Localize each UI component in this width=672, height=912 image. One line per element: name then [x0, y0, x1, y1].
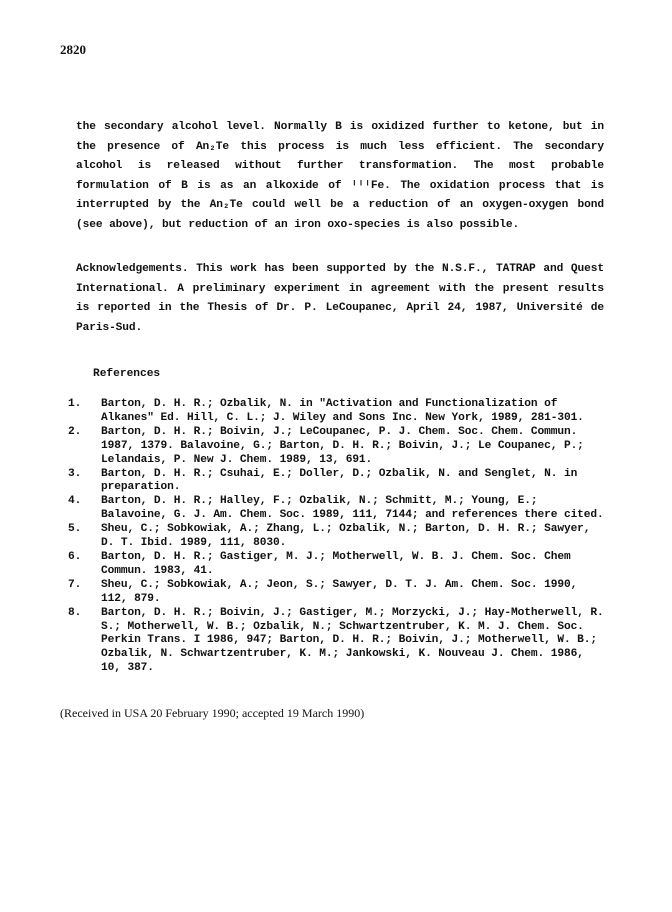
- reference-text: Sheu, C.; Sobkowiak, A.; Zhang, L.; Ozbalik, N.; Barton, D. H. R.; Sawyer, D. T. Ibid. 1989, 111, 8030.: [101, 523, 591, 550]
- reference-number: 8.: [68, 606, 82, 619]
- reference-text: Barton, D. H. R.; Halley, F.; Ozbalik, N.; Schmitt, M.; Young, E.; Balavoine, G. J. Am. Chem. Soc. 1989, 111, 7144; and references there cited.: [101, 495, 604, 522]
- reference-item: [68, 426, 608, 468]
- page-number: 2820: [60, 42, 86, 57]
- reference-text: Barton, D. H. R.; Ozbalik, N. in "Activation and Functionalization of Alkanes" Ed. Hill, C. L.; J. Wiley and Sons Inc. New York, 1989, 281-301.: [101, 398, 584, 424]
- reference-number: 4.: [68, 495, 82, 508]
- acknowledgements-heading: Acknowledgements.: [76, 263, 189, 275]
- reference-item: [68, 551, 608, 579]
- references-list: [68, 398, 608, 676]
- reference-number: 7.: [68, 578, 82, 591]
- reference-item: [68, 579, 608, 607]
- reference-number: 1.: [68, 398, 82, 410]
- reference-number: 3.: [68, 467, 82, 480]
- reference-item: [68, 468, 608, 496]
- reference-item: [68, 495, 608, 523]
- acknowledgements-text: This work has been supported by the N.S.F., TATRAP and Quest International. A preliminary experiment in agreement with the present results is reported in the Thesis of Dr. P. LeCoupanec, April 24, 1987, Université de Paris-Sud.: [76, 263, 604, 334]
- reference-number: 5.: [68, 523, 82, 536]
- reference-text: Barton, D. H. R.; Boivin, J.; Gastiger, M.; Morzycki, J.; Hay-Motherwell, R. S.; Motherwell, W. B.; Ozbalik, N.; Schwartzentruber, K. M. J. Chem. Soc. Perkin Trans. I 1986, 947; Barton, D. H. R.; Boivin, J.; Motherwell, W. B.; Ozbalik, N. Schwartzentruber, K. M.; Jankowski, K. Nouveau J. Chem. 1986, 10, 387.: [101, 606, 604, 675]
- received-note: (Received in USA 20 February 1990; accepted 19 March 1990): [60, 706, 365, 720]
- reference-text: Sheu, C.; Sobkowiak, A.; Jeon, S.; Sawyer, D. T. J. Am. Chem. Soc. 1990, 112, 879.: [101, 578, 578, 605]
- reference-item: [68, 398, 608, 426]
- body-paragraph: the secondary alcohol level. Normally B is oxidized further to ketone, but in the presence of An₂Te this process is much less efficient. The secondary alcohol is released without further transformation. The most probable formulation of B is as an alkoxide of ᴵᴵᴵFe. The oxidation process that is interrupted by the An₂Te could well be a reduction of an oxygen-oxygen bond (see above), but reduction of an iron oxo-species is also possible.: [76, 121, 604, 231]
- reference-item: [68, 523, 608, 551]
- reference-number: 2.: [68, 425, 82, 438]
- references-heading: References: [93, 368, 161, 380]
- reference-text: Barton, D. H. R.; Csuhai, E.; Doller, D.; Ozbalik, N. and Senglet, N. in preparation.: [101, 467, 578, 494]
- reference-number: 6.: [68, 550, 82, 563]
- reference-item: [68, 607, 608, 677]
- reference-text: Barton, D. H. R.; Gastiger, M. J.; Motherwell, W. B. J. Chem. Soc. Chem Commun. 1983, 41.: [101, 550, 571, 577]
- acknowledgements-paragraph: [76, 260, 604, 338]
- reference-text: Barton, D. H. R.; Boivin, J.; LeCoupanec, P. J. Chem. Soc. Chem. Commun. 1987, 1379. Balavoine, G.; Barton, D. H. R.; Boivin, J.; Le Coupanec, P.; Lelandais, P. New J. Chem. 1989, 13, 691.: [101, 425, 584, 466]
